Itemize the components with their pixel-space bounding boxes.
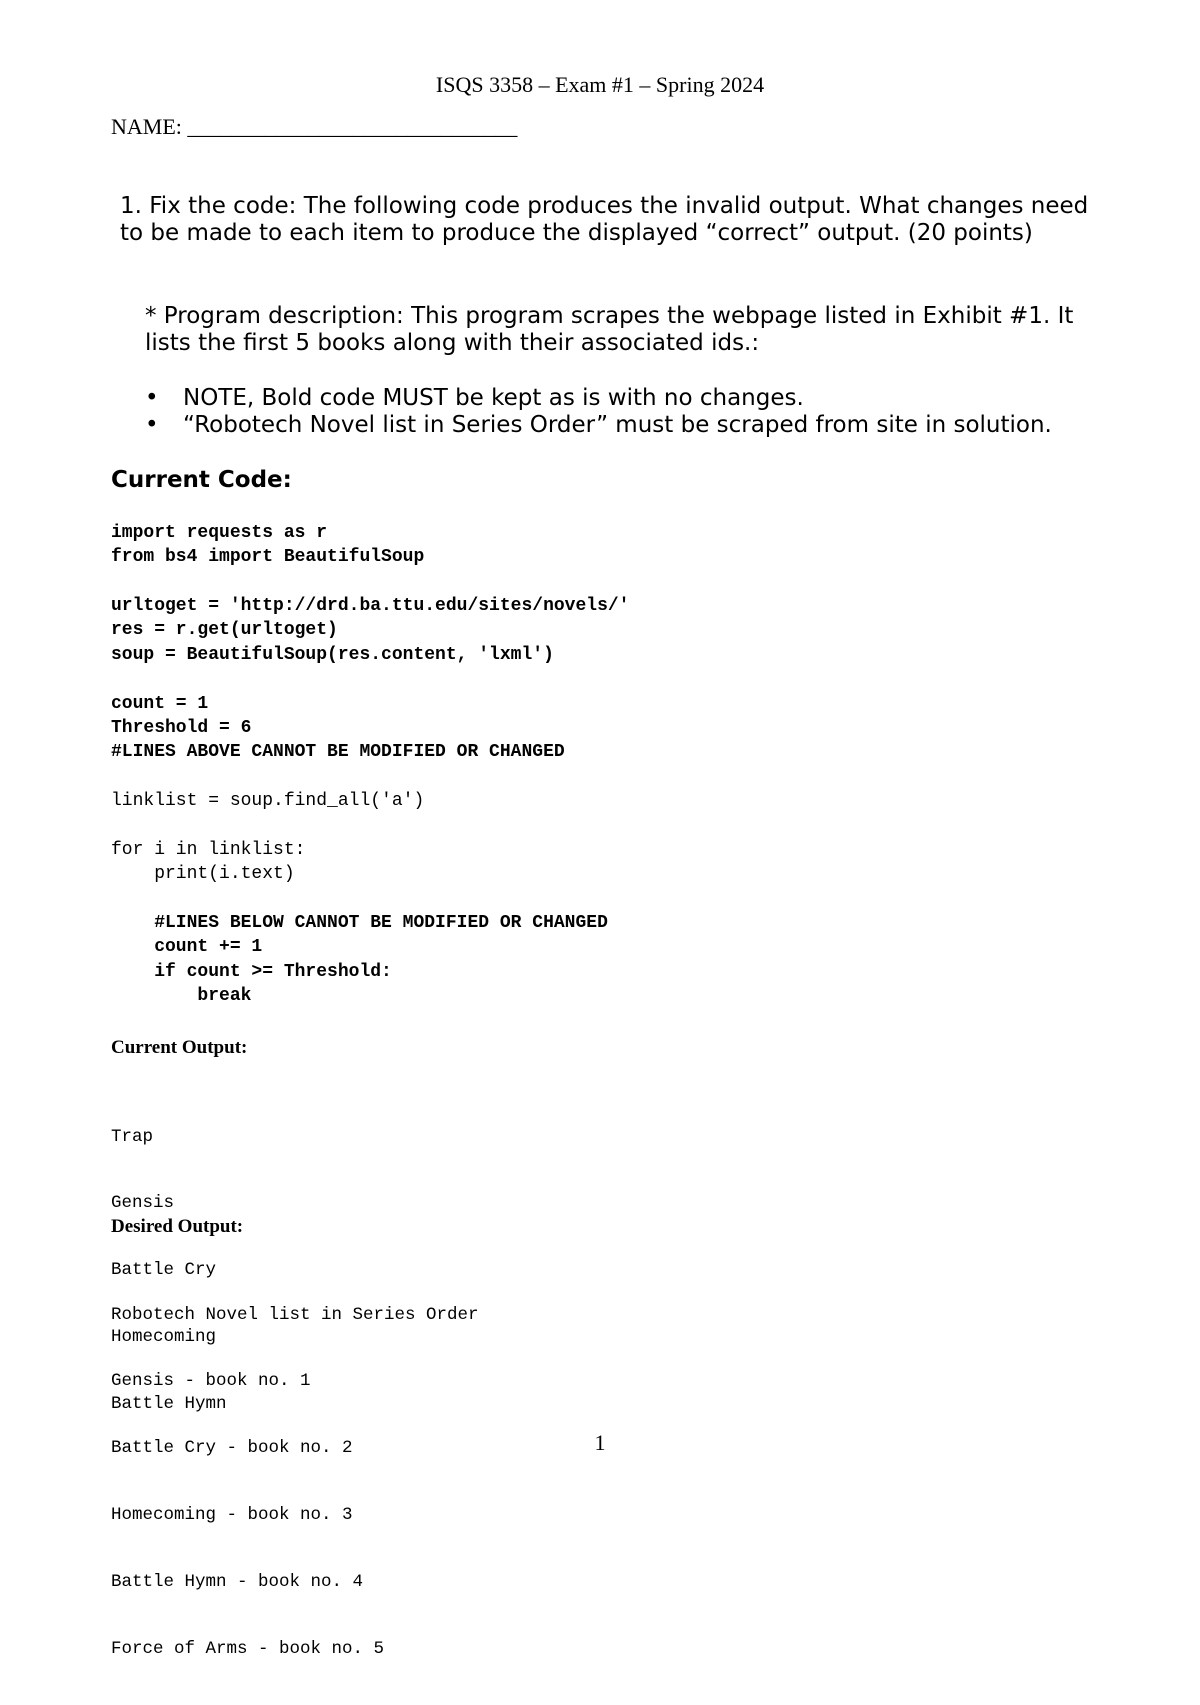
code-line: import requests as r — [111, 523, 328, 543]
code-comment: #LINES ABOVE CANNOT BE MODIFIED OR CHANGED — [111, 742, 565, 762]
output-line: Gensis - book no. 1 — [111, 1371, 311, 1392]
output-line: Battle Hymn — [111, 1394, 227, 1415]
code-line: res = r.get(urltoget) — [111, 620, 338, 640]
code-line: count = 1 — [111, 694, 209, 714]
note-text: “Robotech Novel list in Series Order” must be scraped from site in solution. — [183, 412, 1052, 438]
code-line: if count >= Threshold: — [111, 962, 392, 982]
output-line: Robotech Novel list in Series Order — [111, 1304, 479, 1325]
code-line: Threshold = 6 — [111, 718, 252, 738]
output-line: Battle Hymn - book no. 4 — [111, 1572, 364, 1593]
output-line: Battle Cry — [111, 1260, 217, 1281]
desired-output-heading: Desired Output: — [111, 1216, 244, 1237]
code-line: print(i.text) — [111, 864, 295, 884]
page-number: 1 — [594, 1430, 606, 1455]
code-line: urltoget = 'http://drd.ba.ttu.edu/sites/novels/' — [111, 596, 630, 616]
output-line: Gensis — [111, 1193, 175, 1214]
name-field-label: NAME: ______________________________ — [111, 114, 518, 139]
output-line: Homecoming — [111, 1327, 217, 1348]
code-comment: #LINES BELOW CANNOT BE MODIFIED OR CHANGED — [111, 913, 608, 933]
output-line: Homecoming - book no. 3 — [111, 1505, 353, 1526]
note-text: NOTE, Bold code MUST be kept as is with no changes. — [183, 385, 804, 411]
code-line: count += 1 — [111, 937, 263, 957]
code-line: break — [111, 986, 252, 1006]
code-line: linklist = soup.find_all('a') — [111, 791, 425, 811]
code-line: from bs4 import BeautifulSoup — [111, 547, 425, 567]
code-line: for i in linklist: — [111, 840, 306, 860]
current-output-heading: Current Output: — [111, 1037, 248, 1058]
notes-list — [145, 385, 1145, 439]
bullet-icon: • — [145, 385, 159, 411]
note-item — [145, 385, 1145, 412]
output-line: Battle Cry - book no. 2 — [111, 1438, 353, 1459]
bullet-icon: • — [145, 412, 159, 438]
question-1-text: 1. Fix the code: The following code produces the invalid output. What changes need to be made to each item to produce the displayed “correct” output. (20 points) — [120, 193, 1089, 246]
current-code-heading: Current Code: — [111, 467, 292, 493]
exam-title: ISQS 3358 – Exam #1 – Spring 2024 — [435, 72, 765, 97]
output-line: Force of Arms - book no. 5 — [111, 1639, 385, 1660]
output-line: Trap — [111, 1126, 154, 1147]
note-item — [145, 412, 1145, 439]
program-description: * Program description: This program scrapes the webpage listed in Exhibit #1. It lists the first 5 books along with their associated ids.: — [145, 303, 1074, 356]
code-line: soup = BeautifulSoup(res.content, 'lxml') — [111, 645, 554, 665]
desired-output-list — [111, 1259, 479, 1705]
